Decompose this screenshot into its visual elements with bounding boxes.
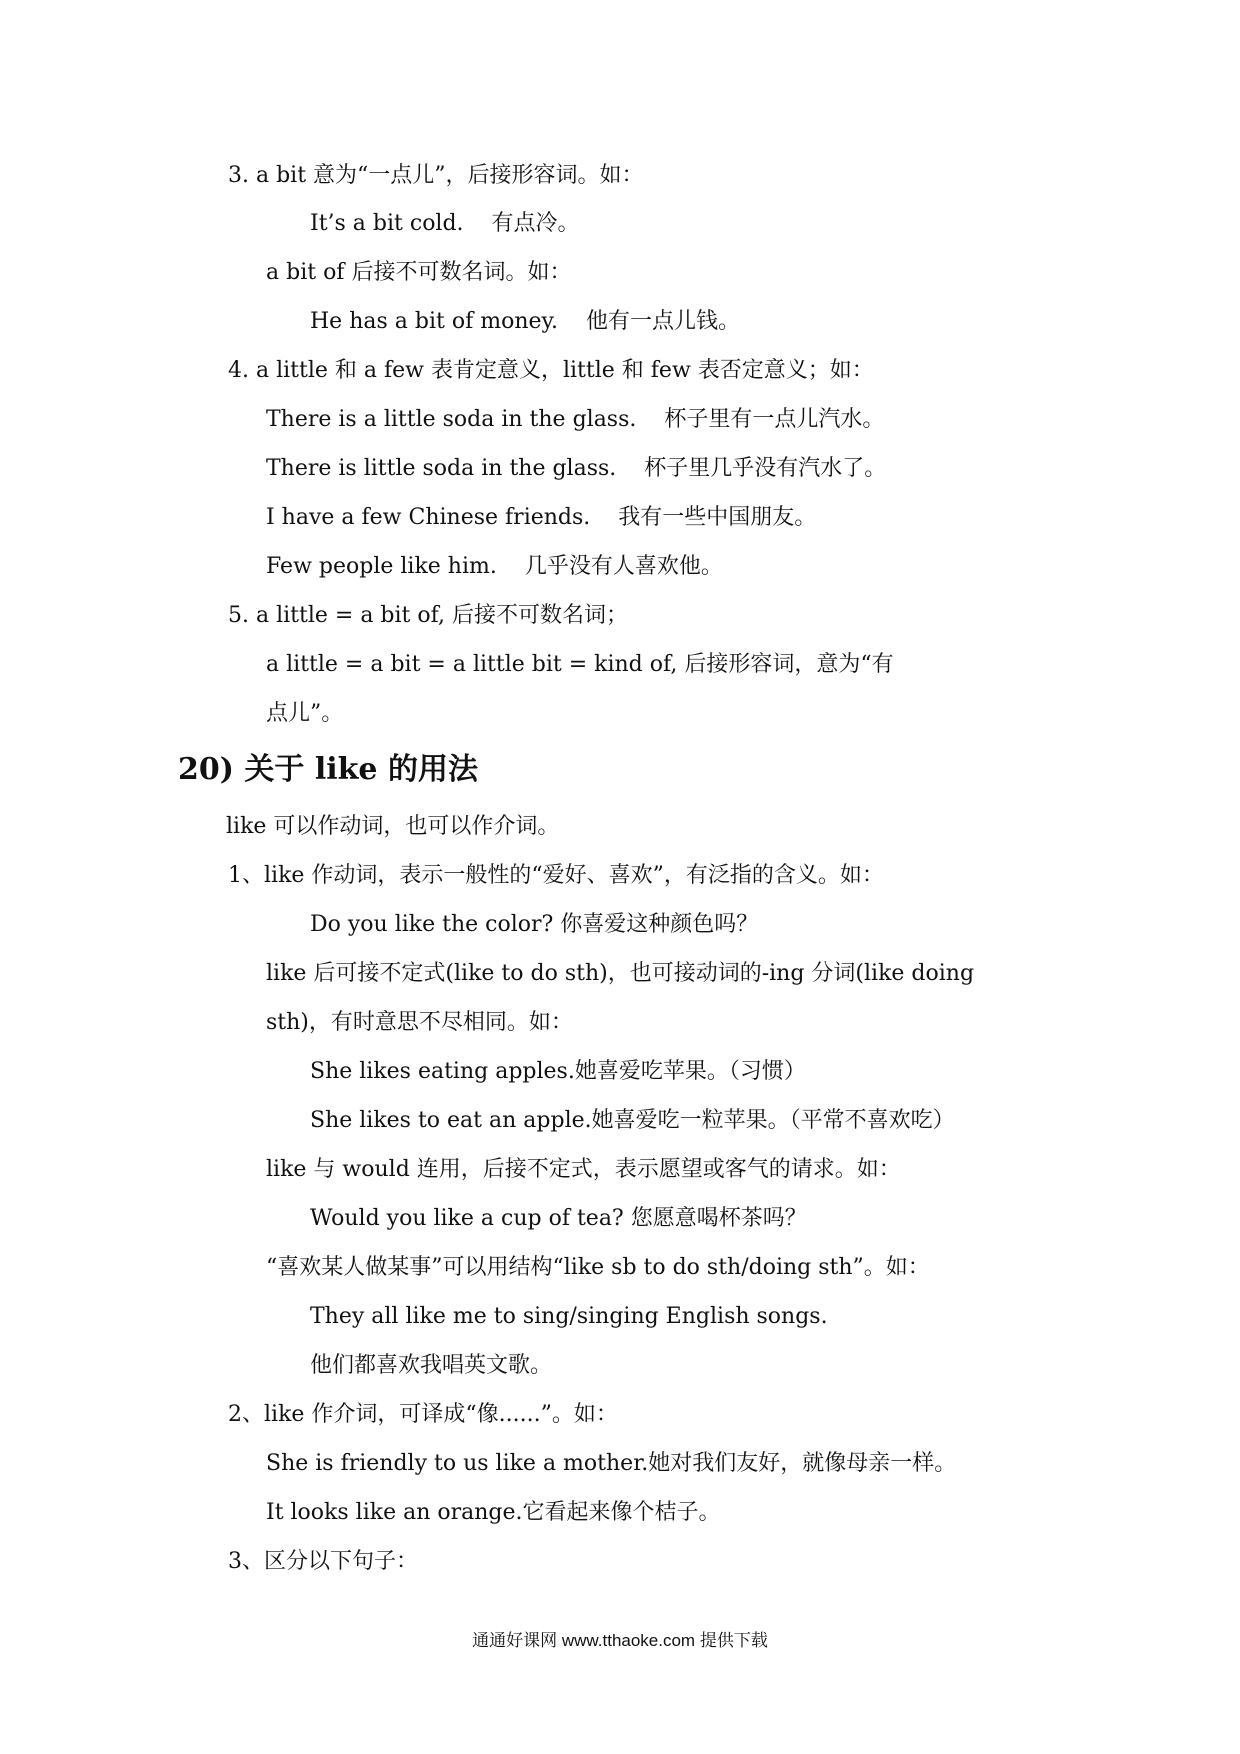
text-line: sth)，有时意思不尽相同。如： [266, 1010, 573, 1035]
example-line: I have a few Chinese friends. 我有一些中国朋友。 [266, 505, 817, 530]
text-line: 5. a little = a bit of, 后接不可数名词； [228, 603, 628, 628]
example-line: There is little soda in the glass. 杯子里几乎没有汽水了。 [266, 456, 887, 481]
example-line: They all like me to sing/singing English songs. [310, 1304, 828, 1329]
text-line: 1、like 作动词，表示一般性的“爱好、喜欢”，有泛指的含义。如： [228, 863, 884, 888]
text-line: 3、区分以下句子： [228, 1549, 418, 1574]
text-line: like 后可接不定式(like to do sth)，也可接动词的-ing 分词(like doing [266, 961, 975, 986]
text-line: a little = a bit = a little bit = kind of, 后接形容词，意为“有 [266, 652, 894, 677]
example-line: It’s a bit cold. 有点冷。 [310, 211, 580, 236]
example-line: 他们都喜欢我唱英文歌。 [310, 1353, 553, 1378]
text-line: “喜欢某人做某事”可以用结构“like sb to do sth/doing sth”。如： [266, 1255, 930, 1280]
example-line: He has a bit of money. 他有一点儿钱。 [310, 309, 740, 334]
text-line: 3. a bit 意为“一点儿”，后接形容词。如： [228, 163, 644, 188]
text-line: 点儿”。 [266, 701, 344, 726]
section-heading: 20) 关于 like 的用法 [178, 752, 478, 787]
text-line: 4. a little 和 a few 表肯定意义，little 和 few 表否定意义；如： [228, 358, 874, 383]
text-line: a bit of 后接不可数名词。如： [266, 260, 572, 285]
example-line: There is a little soda in the glass. 杯子里有一点儿汽水。 [266, 407, 885, 432]
text-line: like 与 would 连用，后接不定式，表示愿望或客气的请求。如： [266, 1157, 901, 1182]
example-line: It looks like an orange.它看起来像个桔子。 [266, 1500, 721, 1525]
example-line: Do you like the color? 你喜爱这种颜色吗？ [310, 912, 759, 937]
text-line: 2、like 作介词，可译成“像......”。如： [228, 1402, 618, 1427]
example-line: She likes to eat an apple.她喜爱吃一粒苹果。（平常不喜欢吃） [310, 1108, 955, 1133]
text-line: like 可以作动词，也可以作介词。 [226, 814, 560, 839]
example-line: Would you like a cup of tea? 您愿意喝杯茶吗？ [310, 1206, 807, 1231]
page-footer: 通通好课网 www.tthaoke.com 提供下载 [472, 1631, 768, 1650]
example-line: She is friendly to us like a mother.她对我们友好，就像母亲一样。 [266, 1451, 957, 1476]
example-line: She likes eating apples.她喜爱吃苹果。（习惯） [310, 1059, 806, 1084]
example-line: Few people like him. 几乎没有人喜欢他。 [266, 554, 723, 579]
